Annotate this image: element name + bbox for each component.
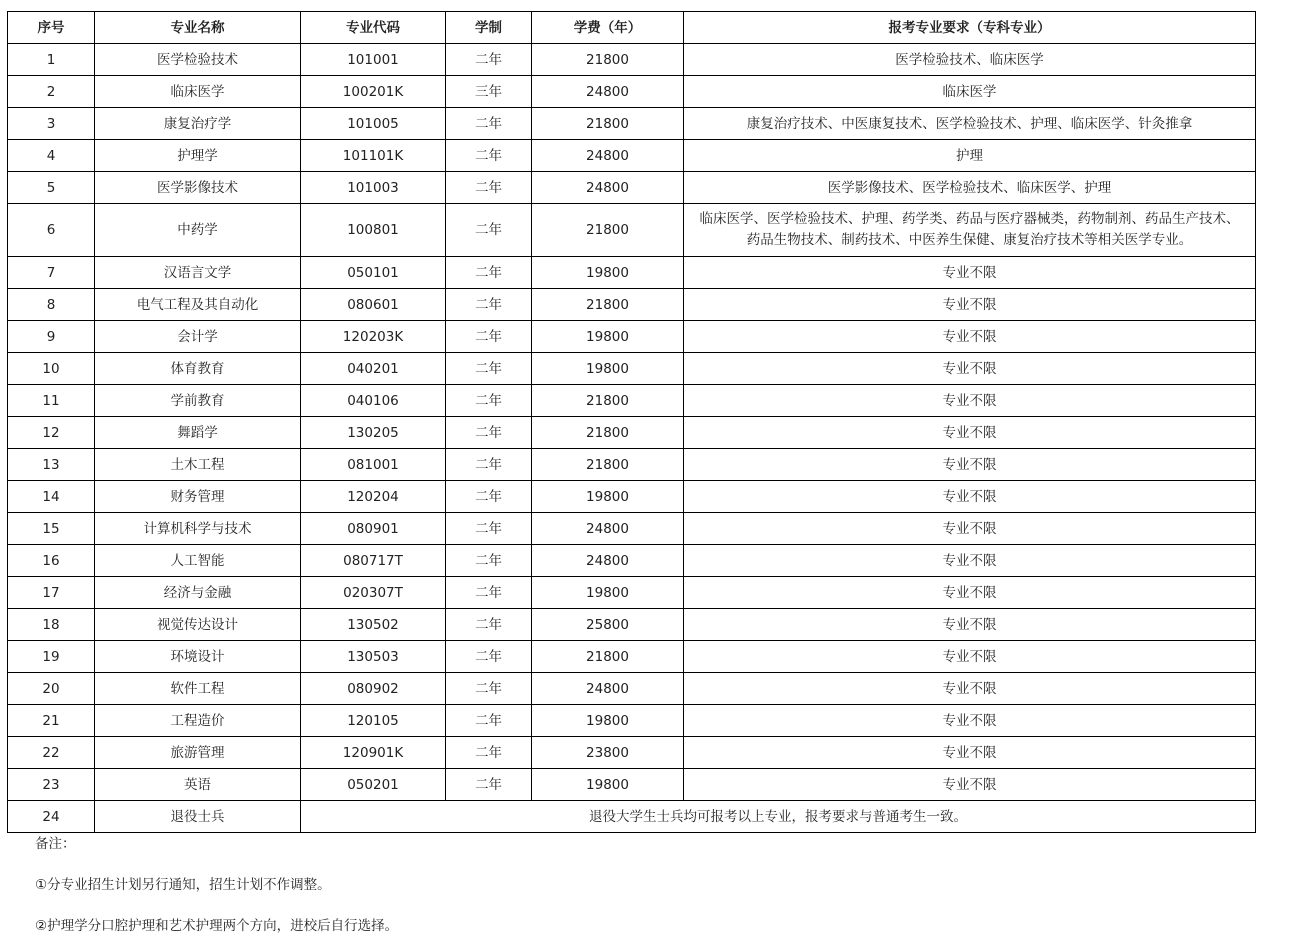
cell-requirement: 专业不限 [684,321,1256,353]
cell-name: 人工智能 [95,545,301,577]
cell-code: 080601 [301,289,446,321]
cell-years: 二年 [446,673,532,705]
cell-years: 二年 [446,204,532,257]
cell-fee: 24800 [532,673,684,705]
cell-no: 16 [8,545,95,577]
header-fee: 学费（年） [532,12,684,44]
cell-code: 101001 [301,44,446,76]
cell-years: 二年 [446,108,532,140]
cell-requirement: 专业不限 [684,417,1256,449]
cell-requirement: 临床医学 [684,76,1256,108]
cell-no: 24 [8,801,95,833]
cell-code: 050201 [301,769,446,801]
table-row [8,449,1256,481]
cell-name: 汉语言文学 [95,257,301,289]
cell-years: 二年 [446,737,532,769]
cell-fee: 24800 [532,140,684,172]
table-row [8,353,1256,385]
cell-fee: 21800 [532,289,684,321]
table-row [8,609,1256,641]
cell-requirement: 专业不限 [684,385,1256,417]
header-years: 学制 [446,12,532,44]
note-item-2: ②护理学分口腔护理和艺术护理两个方向，进校后自行选择。 [35,918,399,934]
cell-requirement: 专业不限 [684,353,1256,385]
cell-name: 中药学 [95,204,301,257]
cell-requirement: 专业不限 [684,545,1256,577]
cell-code: 130205 [301,417,446,449]
cell-name: 会计学 [95,321,301,353]
cell-requirement: 医学检验技术、临床医学 [684,44,1256,76]
cell-name: 电气工程及其自动化 [95,289,301,321]
cell-name: 退役士兵 [95,801,301,833]
cell-name: 旅游管理 [95,737,301,769]
cell-requirement: 专业不限 [684,449,1256,481]
cell-years: 三年 [446,76,532,108]
cell-fee: 21800 [532,449,684,481]
cell-name: 环境设计 [95,641,301,673]
cell-no: 20 [8,673,95,705]
cell-no: 8 [8,289,95,321]
cell-name: 医学影像技术 [95,172,301,204]
header-no: 序号 [8,12,95,44]
cell-fee: 24800 [532,76,684,108]
cell-no: 14 [8,481,95,513]
table-row [8,76,1256,108]
table-row [8,204,1256,257]
cell-requirement: 临床医学、医学检验技术、护理、药学类、药品与医疗器械类，药物制剂、药品生产技术、药品生物技术、制药技术、中医养生保健、康复治疗技术等相关医学专业。 [684,204,1256,257]
cell-veterans-note: 退役大学生士兵均可报考以上专业，报考要求与普通考生一致。 [301,801,1256,833]
table-row [8,172,1256,204]
cell-no: 5 [8,172,95,204]
cell-code: 120105 [301,705,446,737]
table-row [8,140,1256,172]
cell-years: 二年 [446,577,532,609]
cell-requirement: 护理 [684,140,1256,172]
cell-name: 临床医学 [95,76,301,108]
cell-years: 二年 [446,257,532,289]
cell-requirement: 专业不限 [684,673,1256,705]
cell-code: 020307T [301,577,446,609]
cell-requirement: 康复治疗技术、中医康复技术、医学检验技术、护理、临床医学、针灸推拿 [684,108,1256,140]
cell-fee: 25800 [532,609,684,641]
cell-requirement: 专业不限 [684,481,1256,513]
cell-fee: 21800 [532,44,684,76]
header-code: 专业代码 [301,12,446,44]
table-row [8,44,1256,76]
cell-name: 软件工程 [95,673,301,705]
cell-no: 9 [8,321,95,353]
cell-no: 12 [8,417,95,449]
cell-code: 081001 [301,449,446,481]
cell-years: 二年 [446,513,532,545]
cell-years: 二年 [446,417,532,449]
cell-name: 护理学 [95,140,301,172]
cell-years: 二年 [446,609,532,641]
cell-code: 130503 [301,641,446,673]
cell-code: 080717T [301,545,446,577]
table-body [8,44,1256,833]
cell-requirement: 专业不限 [684,737,1256,769]
table-row [8,577,1256,609]
cell-no: 13 [8,449,95,481]
cell-requirement: 医学影像技术、医学检验技术、临床医学、护理 [684,172,1256,204]
cell-no: 7 [8,257,95,289]
cell-years: 二年 [446,481,532,513]
cell-fee: 19800 [532,577,684,609]
cell-no: 1 [8,44,95,76]
table-row [8,705,1256,737]
cell-years: 二年 [446,449,532,481]
cell-fee: 19800 [532,481,684,513]
cell-no: 15 [8,513,95,545]
cell-name: 土木工程 [95,449,301,481]
table-row [8,385,1256,417]
cell-name: 学前教育 [95,385,301,417]
cell-name: 计算机科学与技术 [95,513,301,545]
table-row [8,257,1256,289]
cell-name: 英语 [95,769,301,801]
cell-years: 二年 [446,705,532,737]
cell-code: 080901 [301,513,446,545]
cell-fee: 21800 [532,204,684,257]
cell-years: 二年 [446,321,532,353]
cell-code: 120901K [301,737,446,769]
cell-no: 3 [8,108,95,140]
cell-name: 医学检验技术 [95,44,301,76]
table-row [8,417,1256,449]
cell-code: 101003 [301,172,446,204]
cell-years: 二年 [446,385,532,417]
cell-no: 10 [8,353,95,385]
cell-code: 100201K [301,76,446,108]
cell-fee: 21800 [532,385,684,417]
cell-years: 二年 [446,641,532,673]
cell-requirement: 专业不限 [684,769,1256,801]
cell-fee: 21800 [532,641,684,673]
cell-no: 19 [8,641,95,673]
table-row-veterans [8,801,1256,833]
cell-fee: 24800 [532,172,684,204]
cell-name: 康复治疗学 [95,108,301,140]
cell-no: 17 [8,577,95,609]
cell-fee: 19800 [532,257,684,289]
cell-no: 11 [8,385,95,417]
cell-requirement: 专业不限 [684,641,1256,673]
cell-code: 130502 [301,609,446,641]
cell-no: 18 [8,609,95,641]
header-requirement: 报考专业要求（专科专业） [684,12,1256,44]
cell-no: 4 [8,140,95,172]
cell-fee: 21800 [532,417,684,449]
cell-requirement: 专业不限 [684,513,1256,545]
cell-years: 二年 [446,44,532,76]
cell-requirement: 专业不限 [684,289,1256,321]
cell-requirement: 专业不限 [684,705,1256,737]
cell-no: 6 [8,204,95,257]
table-row [8,769,1256,801]
cell-name: 体育教育 [95,353,301,385]
cell-fee: 24800 [532,545,684,577]
table-row [8,641,1256,673]
cell-code: 080902 [301,673,446,705]
cell-requirement: 专业不限 [684,257,1256,289]
cell-code: 101005 [301,108,446,140]
cell-years: 二年 [446,140,532,172]
cell-no: 22 [8,737,95,769]
table-row [8,289,1256,321]
table-header-row [8,12,1256,44]
cell-requirement: 专业不限 [684,609,1256,641]
table-row [8,513,1256,545]
table-row [8,481,1256,513]
cell-name: 舞蹈学 [95,417,301,449]
majors-table [7,11,1256,833]
cell-fee: 19800 [532,321,684,353]
cell-years: 二年 [446,353,532,385]
cell-code: 050101 [301,257,446,289]
cell-fee: 24800 [532,513,684,545]
notes-heading: 备注： [35,836,76,852]
cell-fee: 19800 [532,705,684,737]
cell-code: 101101K [301,140,446,172]
notes-section [35,834,1235,936]
cell-requirement: 专业不限 [684,577,1256,609]
cell-name: 经济与金融 [95,577,301,609]
cell-no: 21 [8,705,95,737]
cell-fee: 19800 [532,353,684,385]
table-row [8,321,1256,353]
cell-years: 二年 [446,769,532,801]
table-row [8,108,1256,140]
cell-fee: 23800 [532,737,684,769]
cell-name: 工程造价 [95,705,301,737]
cell-name: 财务管理 [95,481,301,513]
cell-years: 二年 [446,289,532,321]
note-item-1: ①分专业招生计划另行通知，招生计划不作调整。 [35,877,331,893]
table-row [8,545,1256,577]
cell-years: 二年 [446,545,532,577]
cell-code: 120203K [301,321,446,353]
cell-fee: 21800 [532,108,684,140]
cell-years: 二年 [446,172,532,204]
table-row [8,737,1256,769]
cell-no: 23 [8,769,95,801]
cell-name: 视觉传达设计 [95,609,301,641]
cell-no: 2 [8,76,95,108]
cell-code: 040106 [301,385,446,417]
header-name: 专业名称 [95,12,301,44]
table-row [8,673,1256,705]
cell-code: 100801 [301,204,446,257]
cell-code: 120204 [301,481,446,513]
cell-code: 040201 [301,353,446,385]
cell-fee: 19800 [532,769,684,801]
